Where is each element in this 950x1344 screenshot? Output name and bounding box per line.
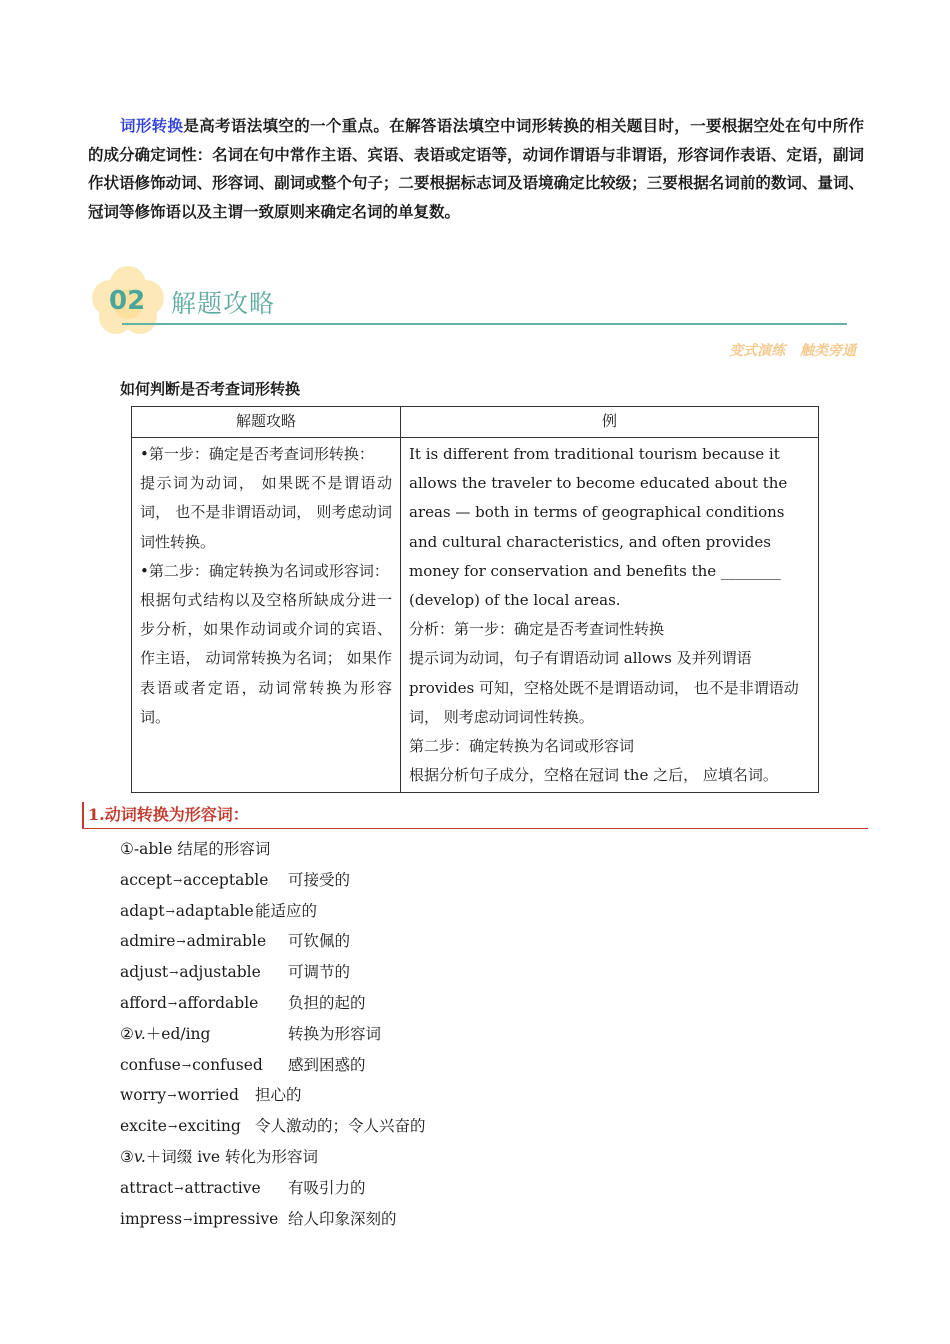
word-to: acceptable bbox=[183, 870, 269, 889]
list-item bbox=[120, 1111, 426, 1142]
list-item bbox=[120, 865, 426, 896]
list-item bbox=[120, 957, 426, 988]
table-header-example: 例 bbox=[401, 407, 819, 438]
section-slogan: 变式演练 触类旁通 bbox=[729, 343, 856, 359]
sub-v: v. bbox=[133, 1147, 146, 1166]
list-item bbox=[120, 1173, 426, 1204]
word-meaning: 可调节的 bbox=[288, 963, 351, 982]
word-meaning: 负担的起的 bbox=[288, 993, 366, 1012]
word-from: excite bbox=[120, 1117, 167, 1136]
word-from: attract bbox=[120, 1178, 174, 1197]
arrow-icon: → bbox=[167, 996, 178, 1010]
example-cell bbox=[401, 438, 819, 793]
word-from: admire bbox=[120, 932, 176, 951]
word-meaning: 感到困惑的 bbox=[288, 1055, 366, 1074]
table-row bbox=[132, 438, 819, 793]
list-item bbox=[120, 1204, 426, 1235]
arrow-icon: → bbox=[165, 904, 175, 918]
arrow-icon: → bbox=[183, 1212, 193, 1226]
arrow-icon: → bbox=[167, 1089, 177, 1103]
intro-paragraph bbox=[88, 112, 864, 226]
strategy-table bbox=[131, 406, 819, 793]
step2-title: •第二步：确定转换为名词或形容词： bbox=[140, 561, 389, 580]
table-header-row bbox=[132, 407, 819, 438]
word-to: admirable bbox=[186, 932, 267, 951]
word-meaning: 令人激动的；令人兴奋的 bbox=[255, 1117, 426, 1136]
analysis-step1: 分析：第一步：确定是否考查词性转换 bbox=[409, 620, 665, 639]
example-sentence: It is different from traditional tourism because it allows the traveler to become educated about the areas — both in terms of geographical conditions and cultural characteristics, and often provides money for conservation and benefits the ________ (develop) of the local areas. bbox=[409, 445, 788, 610]
list-item bbox=[120, 834, 426, 865]
arrow-icon: → bbox=[167, 1120, 178, 1134]
list-item bbox=[120, 896, 426, 927]
word-from: impress bbox=[120, 1209, 183, 1228]
list-item bbox=[120, 988, 426, 1019]
sub-prefix: ③ bbox=[120, 1147, 134, 1166]
word-to: affordable bbox=[178, 993, 259, 1012]
word-from: adjust bbox=[120, 963, 169, 982]
list-item bbox=[120, 1050, 426, 1081]
arrow-icon: → bbox=[174, 1181, 184, 1195]
section-title: 解题攻略 bbox=[171, 289, 276, 318]
word-to: adaptable bbox=[175, 901, 254, 920]
analysis-step2-detail: 根据分析句子成分，空格在冠词 the 之后， 应填名词。 bbox=[409, 766, 778, 785]
word-to: adjustable bbox=[179, 963, 261, 982]
word-to: impressive bbox=[193, 1209, 279, 1228]
word-meaning: 有吸引力的 bbox=[288, 1178, 366, 1197]
step1-detail: 提示词为动词， 如果既不是谓语动词， 也不是非谓语动词， 则考虑动词词性转换。 bbox=[140, 474, 392, 551]
word-from: accept bbox=[120, 870, 172, 889]
strategy-cell bbox=[132, 438, 401, 793]
intro-highlight: 词形转换 bbox=[120, 117, 184, 135]
list-item bbox=[120, 926, 426, 957]
sub-prefix: ② bbox=[120, 1024, 134, 1043]
word-to: exciting bbox=[178, 1117, 241, 1136]
word-meaning: 可接受的 bbox=[288, 870, 351, 889]
word-to: worried bbox=[177, 1086, 239, 1105]
list-item bbox=[120, 1080, 426, 1111]
analysis-step2: 第二步：确定转换为名词或形容词 bbox=[409, 737, 635, 756]
arrow-icon: → bbox=[181, 1058, 192, 1072]
section-number: 02 bbox=[109, 286, 146, 316]
sub-rest: ＋词缀 ive 转化为形容词 bbox=[145, 1147, 319, 1166]
intro-text: 是高考语法填空的一个重点。在解答语法填空中词形转换的相关题目时，一要根据空处在句中所作的成分确定词性：名词在句中常作主语、宾语、表语或定语等，动词作谓语与非谓语，形容词作表语、定语，副词作状语修饰动词、形容词、副词或整个句子；二要根据标志词及语境确定比较级；三要根据名词前的数词、量词、冠词等修饰语以及主谓一致原则来确定名词的单复数。 bbox=[88, 117, 864, 221]
word-list bbox=[120, 834, 426, 1234]
word-from: adapt bbox=[120, 901, 165, 920]
sub-heading: ①-able 结尾的形容词 bbox=[120, 840, 271, 858]
table-header-strategy: 解题攻略 bbox=[132, 407, 401, 438]
word-meaning: 可钦佩的 bbox=[288, 932, 351, 951]
section-rule bbox=[122, 323, 847, 325]
word-meaning: 转换为形容词 bbox=[288, 1024, 382, 1043]
step1-title: •第一步：确定是否考查词形转换： bbox=[140, 445, 374, 463]
word-from: worry bbox=[120, 1086, 167, 1105]
sub-v: v. bbox=[133, 1024, 146, 1043]
list-item bbox=[120, 1019, 426, 1050]
word-to: confused bbox=[192, 1055, 263, 1074]
word-meaning: 能适应的 bbox=[255, 901, 318, 920]
step2-detail: 根据句式结构以及空格所缺成分进一步分析，如果作动词或介词的宾语、作主语， 动词常转换为名词； 如果作表语或者定语，动词常转换为形容词。 bbox=[140, 591, 392, 726]
word-to: attractive bbox=[184, 1178, 261, 1197]
word-meaning: 给人印象深刻的 bbox=[288, 1209, 397, 1228]
word-meaning: 担心的 bbox=[255, 1086, 302, 1105]
arrow-icon: → bbox=[172, 873, 183, 887]
sub-rest: ＋ed/ing bbox=[145, 1024, 211, 1043]
word-from: confuse bbox=[120, 1055, 181, 1074]
section-header bbox=[88, 262, 858, 362]
table-caption: 如何判断是否考查词形转换 bbox=[120, 380, 301, 398]
analysis-step1-detail: 提示词为动词，句子有谓语动词 allows 及并列谓语 provides 可知，空格处既不是谓语动词， 也不是非谓语动词， 则考虑动词词性转换。 bbox=[409, 649, 799, 726]
arrow-icon: → bbox=[169, 966, 179, 980]
arrow-icon: → bbox=[176, 935, 186, 949]
heading-verb-to-adjective: 1.动词转换为形容词： bbox=[82, 802, 868, 829]
word-from: afford bbox=[120, 993, 167, 1012]
list-item bbox=[120, 1142, 426, 1173]
